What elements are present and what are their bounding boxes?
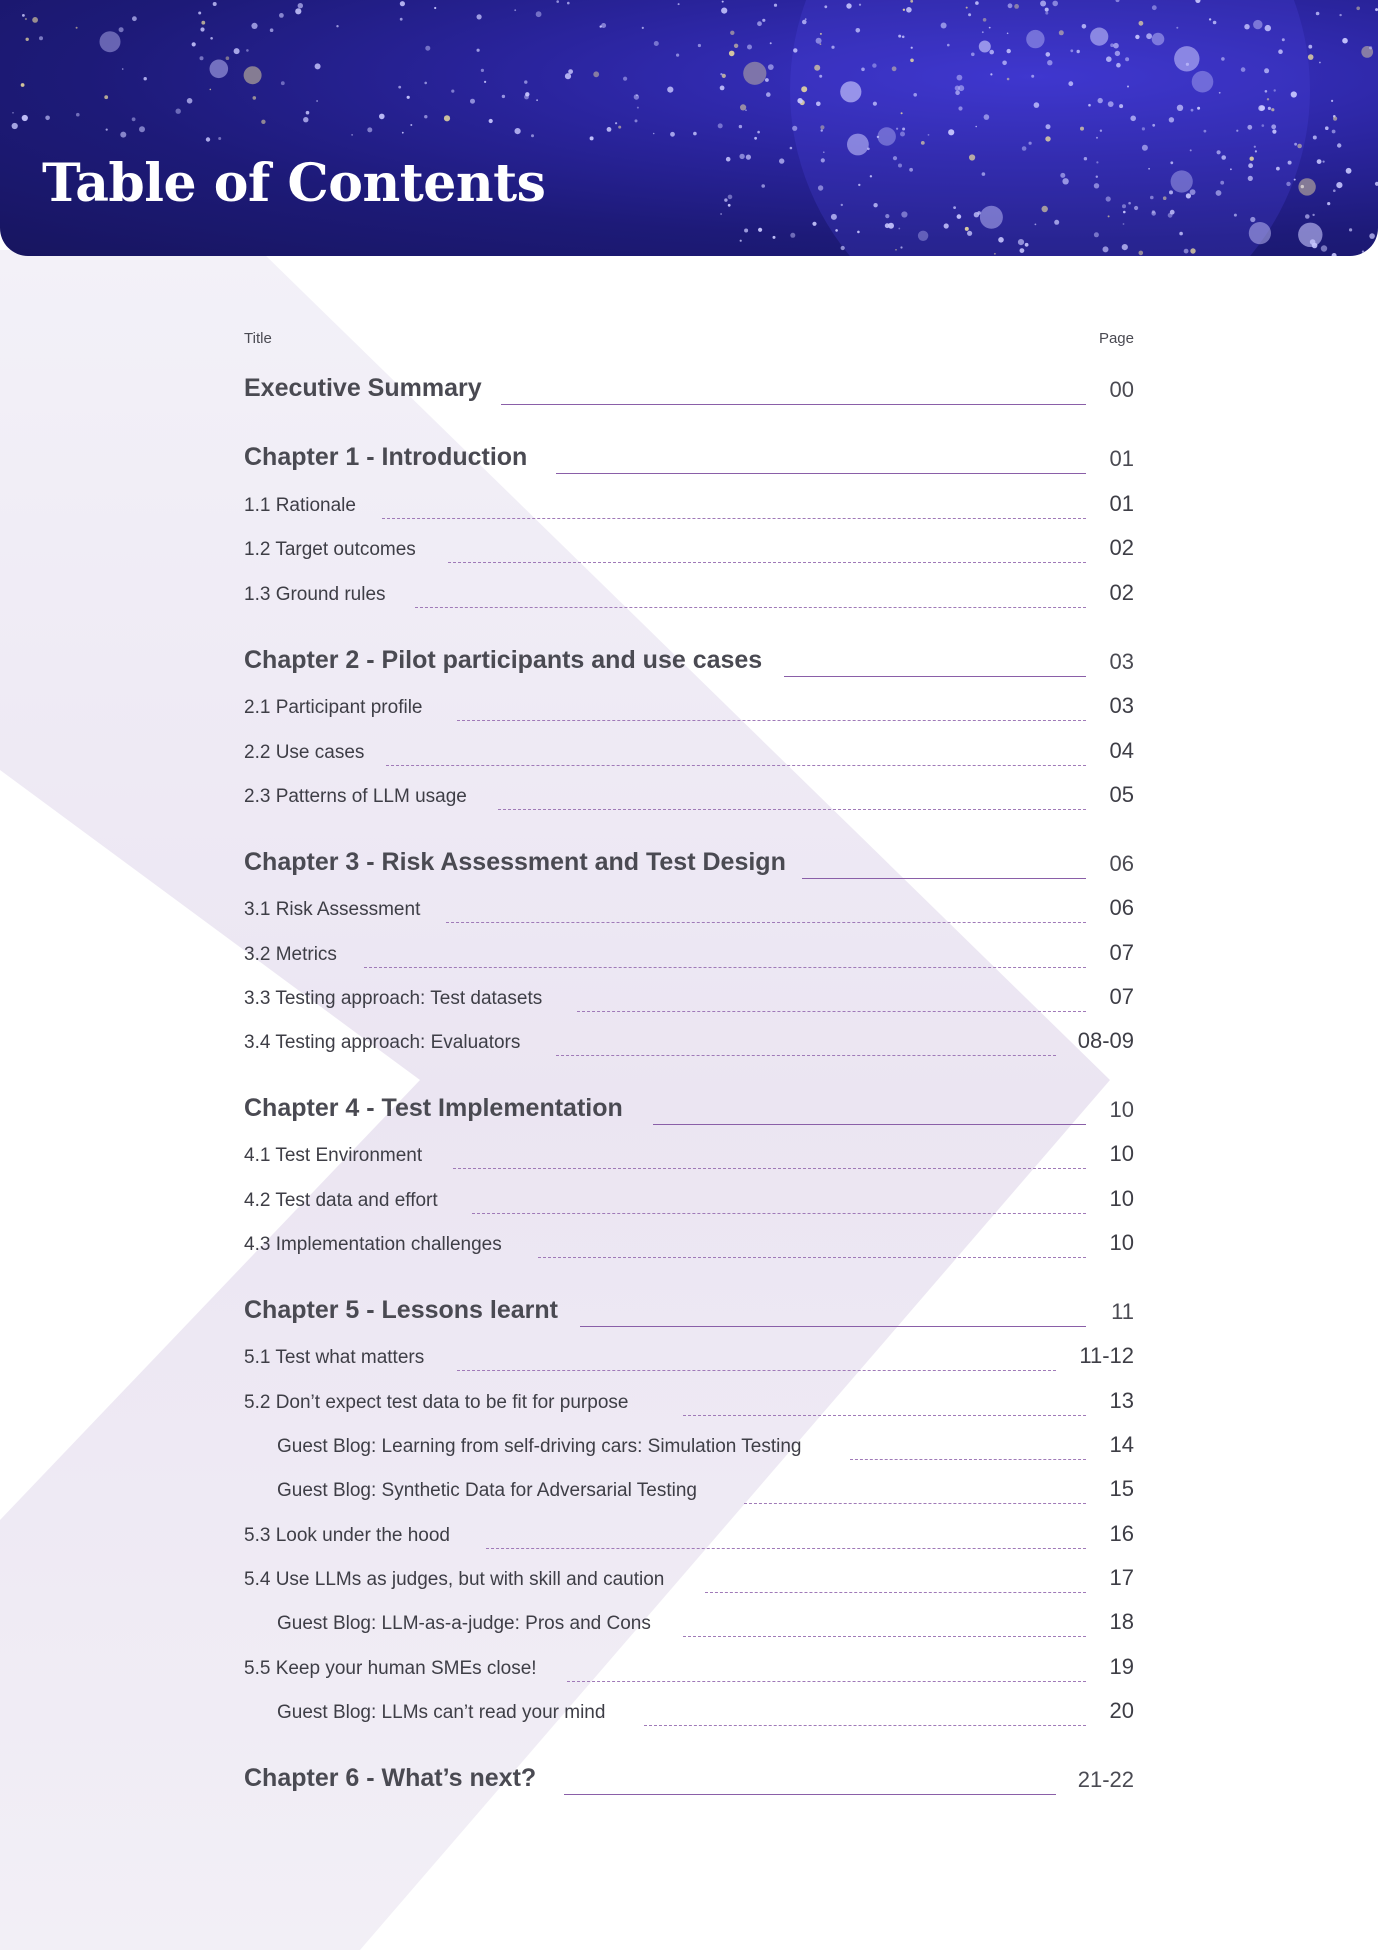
toc-page-number: 06 — [1109, 851, 1134, 876]
toc-section-entry[interactable] — [244, 934, 1134, 974]
toc-entry-title: Guest Blog: LLM-as-a-judge: Pros and Cons — [277, 1613, 651, 1634]
toc-page-number: 00 — [1109, 377, 1134, 402]
dotted-leader-line — [683, 1636, 1086, 1637]
dotted-leader-line — [744, 1503, 1086, 1504]
toc-page-number: 14 — [1109, 1432, 1134, 1457]
dotted-leader-line — [705, 1592, 1086, 1593]
toc-chapter-entry[interactable] — [244, 440, 1134, 480]
toc-entry-title: Executive Summary — [244, 374, 482, 402]
dotted-leader-line — [577, 1011, 1086, 1012]
toc-entry-title: 5.3 Look under the hood — [244, 1525, 451, 1546]
toc-section-entry[interactable] — [244, 1515, 1134, 1555]
solid-leader-line — [653, 1124, 1086, 1125]
toc-page-number: 11 — [1111, 1299, 1134, 1324]
toc-entry-title: 1.1 Rationale — [244, 495, 356, 516]
toc-entry-title: Chapter 4 - Test Implementation — [244, 1094, 623, 1122]
toc-entry-title: 1.2 Target outcomes — [244, 539, 416, 560]
dotted-leader-line — [415, 607, 1086, 608]
toc-page-number: 19 — [1109, 1654, 1134, 1679]
toc-entry-title: Guest Blog: Learning from self-driving cars: Simulation Testing — [277, 1436, 802, 1457]
toc-entry-title: Guest Blog: LLMs can’t read your mind — [277, 1702, 606, 1723]
toc-section-entry[interactable] — [244, 1648, 1134, 1688]
toc-chapter-entry[interactable] — [244, 845, 1134, 885]
toc-page-number: 04 — [1109, 738, 1134, 763]
toc-page-number: 10 — [1109, 1186, 1134, 1211]
dotted-leader-line — [486, 1548, 1086, 1549]
toc-section-entry[interactable] — [244, 529, 1134, 569]
dotted-leader-line — [382, 518, 1086, 519]
toc-page-number: 05 — [1109, 782, 1134, 807]
solid-leader-line — [784, 676, 1086, 677]
toc-section-entry[interactable] — [244, 687, 1134, 727]
toc-page-number: 18 — [1109, 1609, 1134, 1634]
dotted-leader-line — [472, 1213, 1086, 1214]
toc-chapter-entry[interactable] — [244, 1091, 1134, 1131]
toc-page-number: 03 — [1109, 693, 1134, 718]
toc-section-entry[interactable] — [244, 485, 1134, 525]
toc-page-number: 02 — [1109, 580, 1134, 605]
dotted-leader-line — [453, 1168, 1086, 1169]
toc-page-number: 02 — [1109, 535, 1134, 560]
toc-page-number: 20 — [1109, 1698, 1134, 1723]
toc-page-number: 06 — [1109, 895, 1134, 920]
toc-entry-title: Chapter 2 - Pilot participants and use cases — [244, 646, 763, 674]
toc-section-entry[interactable] — [244, 1337, 1134, 1377]
toc-entry-title: Chapter 3 - Risk Assessment and Test Design — [244, 848, 786, 876]
toc-page-number: 10 — [1109, 1230, 1134, 1255]
toc-section-entry[interactable] — [244, 1224, 1134, 1264]
toc-page-number: 10 — [1109, 1097, 1134, 1122]
toc-page-number: 07 — [1109, 940, 1134, 965]
toc-page-number: 01 — [1109, 446, 1134, 471]
toc-section-entry[interactable] — [244, 978, 1134, 1018]
dotted-leader-line — [850, 1459, 1086, 1460]
toc-page-number: 13 — [1109, 1388, 1134, 1413]
toc-section-entry[interactable] — [244, 1559, 1134, 1599]
solid-leader-line — [564, 1794, 1056, 1795]
toc-section-entry[interactable] — [244, 574, 1134, 614]
solid-leader-line — [802, 878, 1086, 879]
toc-entry-title: 4.3 Implementation challenges — [244, 1234, 502, 1255]
toc-page-number: 11-12 — [1079, 1343, 1134, 1368]
toc-page-number: 01 — [1109, 491, 1134, 516]
toc-entry-title: 5.2 Don’t expect test data to be fit for purpose — [244, 1392, 629, 1413]
toc-entry-title: Chapter 6 - What’s next? — [244, 1764, 537, 1792]
toc-chapter-entry[interactable] — [244, 1761, 1134, 1801]
toc-page-number: 03 — [1109, 649, 1134, 674]
dotted-leader-line — [448, 562, 1086, 563]
page-column-header: Page — [1098, 330, 1134, 347]
dotted-leader-line — [556, 1055, 1056, 1056]
toc-section-entry[interactable] — [244, 1692, 1134, 1732]
toc-entry-title: 4.2 Test data and effort — [244, 1190, 438, 1211]
dotted-leader-line — [644, 1725, 1086, 1726]
toc-section-entry[interactable] — [244, 776, 1134, 816]
toc-section-entry[interactable] — [244, 1180, 1134, 1220]
toc-section-entry[interactable] — [244, 1022, 1134, 1062]
toc-section-entry[interactable] — [244, 1470, 1134, 1510]
page-title: Table of Contents — [42, 153, 546, 214]
toc-entry-title: Chapter 1 - Introduction — [244, 443, 528, 471]
solid-leader-line — [501, 404, 1086, 405]
toc-entry-title: 5.5 Keep your human SMEs close! — [244, 1658, 537, 1679]
toc-entry-title: 3.4 Testing approach: Evaluators — [244, 1032, 521, 1053]
toc-entry-title: 2.2 Use cases — [244, 742, 365, 763]
toc-page-number: 08-09 — [1077, 1028, 1134, 1053]
toc-entry-title: 5.4 Use LLMs as judges, but with skill and caution — [244, 1569, 665, 1590]
toc-entry-title: 2.3 Patterns of LLM usage — [244, 786, 467, 807]
toc-section-entry[interactable] — [244, 1135, 1134, 1175]
toc-section-entry[interactable] — [244, 1382, 1134, 1422]
toc-entry-title: Guest Blog: Synthetic Data for Adversarial Testing — [277, 1480, 697, 1501]
toc-entry-title: 3.3 Testing approach: Test datasets — [244, 988, 543, 1009]
solid-leader-line — [556, 473, 1086, 474]
solid-leader-line — [580, 1326, 1086, 1327]
toc-section-entry[interactable] — [244, 732, 1134, 772]
toc-section-entry[interactable] — [244, 1603, 1134, 1643]
toc-chapter-entry[interactable] — [244, 371, 1134, 411]
toc-page-number: 10 — [1109, 1141, 1134, 1166]
dotted-leader-line — [538, 1257, 1086, 1258]
toc-entry-title: 1.3 Ground rules — [244, 584, 386, 605]
toc-page-number: 21-22 — [1077, 1767, 1134, 1792]
toc-entry-title: Chapter 5 - Lessons learnt — [244, 1296, 558, 1324]
toc-chapter-entry[interactable] — [244, 643, 1134, 683]
title-column-header: Title — [244, 330, 272, 347]
toc-entry-title: 2.1 Participant profile — [244, 697, 423, 718]
toc-entry-title: 5.1 Test what matters — [244, 1347, 425, 1368]
dotted-leader-line — [446, 922, 1086, 923]
toc-page-number: 07 — [1109, 984, 1134, 1009]
dotted-leader-line — [498, 809, 1086, 810]
dotted-leader-line — [364, 967, 1086, 968]
dotted-leader-line — [386, 765, 1086, 766]
toc-section-entry[interactable] — [244, 889, 1134, 929]
dotted-leader-line — [457, 720, 1086, 721]
toc-entry-title: 3.2 Metrics — [244, 944, 337, 965]
dotted-leader-line — [683, 1415, 1086, 1416]
dotted-leader-line — [457, 1370, 1056, 1371]
dotted-leader-line — [567, 1681, 1086, 1682]
toc-page-number: 16 — [1109, 1521, 1134, 1546]
toc-page-number: 17 — [1109, 1565, 1134, 1590]
toc-entry-title: 3.1 Risk Assessment — [244, 899, 421, 920]
toc-section-entry[interactable] — [244, 1426, 1134, 1466]
toc-page-number: 15 — [1109, 1476, 1134, 1501]
toc-chapter-entry[interactable] — [244, 1293, 1134, 1333]
toc-entry-title: 4.1 Test Environment — [244, 1145, 423, 1166]
